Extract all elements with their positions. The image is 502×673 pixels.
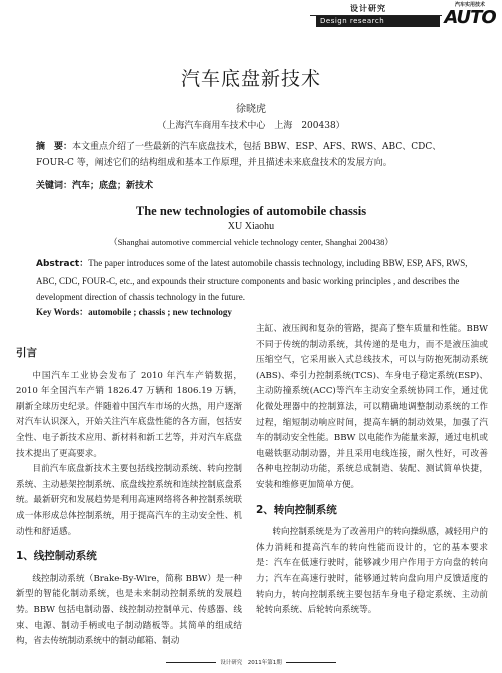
abstract-label: 摘 要： [36, 142, 73, 152]
english-keywords-text: automobile ; chassis ; new technology [88, 307, 232, 317]
section-1-heading: 1、线控制动系统 [16, 550, 97, 563]
footer-text: 设计研究 2011年第1期 [220, 660, 282, 666]
intro-paragraph: 中国汽车工业协会发布了 2010 年汽车产销数据，2010 年全国汽车产销 1826.47 万辆和 1806.19 万辆，刷新全球历史纪录。伴随着中国汽车市场的火热，用户逐渐对汽车认识深入，开始关注汽车底盘性能的各方面，包括安全性、电子新技术应用、新材料和新工艺等，并对汽车底盘技术提出了更高要求。 [16, 370, 242, 459]
logo-wordmark: AUTO [444, 7, 496, 28]
intro-paragraph: 目前汽车底盘新技术主要包括线控制动系统、转向控制系统、主动悬架控制系统、底盘线控系统和连续控制底盘系统。最新研究和发展趋势是利用高速网络将各种控制系统联成一体形成总体控制系统，用于提高汽车的主动安全性、机动性和舒适感。 [16, 464, 242, 537]
intro-heading: 引言 [16, 347, 37, 359]
section-2-heading: 2、转向控制系统 [256, 503, 337, 516]
left-column [16, 346, 242, 650]
keywords-text: 汽车；底盘；新技术 [72, 181, 154, 191]
abstract-en [36, 255, 468, 306]
english-abstract-label: Abstract： [36, 259, 89, 269]
keywords-en [36, 305, 232, 318]
footer-rule [286, 662, 336, 663]
section-label-cn: 设计研究 [350, 4, 386, 13]
journal-logo [443, 2, 497, 28]
section-1-paragraph: 线控制动系统（Brake-By-Wire，简称 BBW）是一种新型的智能化制动系统，也是未来制动控制系统的发展趋势。BBW 包括电制动器、线控制动控制单元、传感器、线束、电源、制动手柄或电子制动踏板等。其简单的组成结构，省去传统制动系统中的制动邮箱、制动 [16, 573, 242, 647]
author-affiliation: （上海汽车商用车技术中心 上海 200438） [157, 121, 345, 131]
keywords-label: 关键词： [36, 181, 73, 191]
keywords-cn [36, 178, 153, 191]
abstract-text: 本文重点介绍了一些最新的汽车底盘技术，包括 BBW、ESP、AFS、RWS、ABC、CDC、FOUR-C 等，阐述它们的结构组成和基本工作原理，并且描述未来底盘技术的发展方向。 [36, 142, 442, 168]
right-column [256, 322, 488, 619]
paper-title: 汽车底盘新技术 [180, 68, 321, 90]
english-title: The new technologies of automobile chassis [135, 204, 367, 218]
page-footer [0, 658, 502, 666]
footer-rule [166, 662, 216, 663]
continued-paragraph: 主缸、液压阀和复杂的管路，提高了整车质量和性能。BBW 不同于传统的制动系统，其传递的是电力，而不是液压油或压缩空气，它采用嵌入式总线技术，可以与防抱死制动系统(ABS)、牵引力控制系统(TCS)、车身电子稳定系统(ESP)、主动防撞系统(ACC)等汽车主动安全系统协同工作，通过优化微处理器中的控制算法，可以精确地调整制动系统的工作过程，缩短制动响应时间，提高车辆的制动效果，加强了汽车的制动安全性能。BBW 以电能作为能量来源，通过电机或电磁铁驱动制动器，并且采用电线连接，耐久性好，可改善各种电控制动功能，系统总成制造、装配、测试简单快捷，安装和维修更加简单方便。 [256, 324, 488, 490]
english-keywords-label: Key Words： [36, 307, 89, 317]
abstract-cn [36, 139, 466, 171]
english-abstract-text: The paper introduces some of the latest automobile chassis technology, including BBW, ESP, AFS, RWS, ABC, CDC, FOUR-C, etc., and expounds their structure components and basic working principles , and describes the development direction of chassis technology in the future. [36, 258, 468, 302]
logo-subtitle: 汽车实用技术 [454, 2, 485, 8]
author-name: 徐晓虎 [236, 104, 266, 115]
english-author: XU Xiaohu [227, 221, 275, 232]
english-affiliation: （Shanghai automotive commercial vehicle technology center, Shanghai 200438） [109, 237, 393, 247]
section-label-en: Design research [316, 16, 440, 27]
page-header [0, 0, 502, 50]
section-2-paragraph: 转向控制系统是为了改善用户的转向操纵感，减轻用户的体力消耗和提高汽车的转向性能而设计的，它的基本要求是：汽车在低速行驶时，能够减少用户作用于方向盘的转向力；汽车在高速行驶时，能够通过转向盘向用户反馈适度的转向力，转向控制系统主要包括车身电子稳定系统、主动前轮转向系统、后轮转向系统等。 [256, 527, 488, 616]
